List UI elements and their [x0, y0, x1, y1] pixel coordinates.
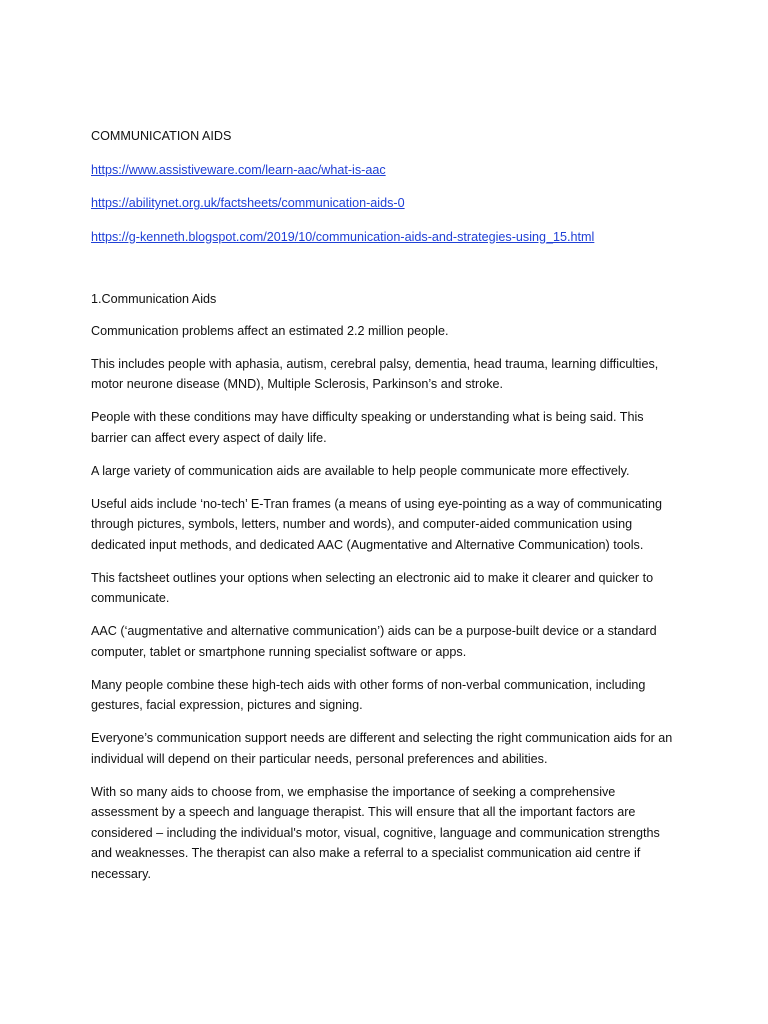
paragraph-4: A large variety of communication aids are available to help people communicate more effectively. — [91, 463, 630, 478]
paragraph-7: AAC (‘augmentative and alternative communication’) aids can be a purpose-built device or a standard computer, tablet or smartphone running specialist software or apps. — [91, 624, 657, 659]
paragraph-3: People with these conditions may have difficulty speaking or understanding what is being said. This barrier can affect every aspect of daily life. — [91, 410, 644, 445]
section-heading: 1.Communication Aids — [91, 292, 217, 306]
paragraph-8: Many people combine these high-tech aids with other forms of non-verbal communication, including gestures, facial expression, pictures and signing. — [91, 677, 646, 712]
paragraph-2: This includes people with aphasia, autism, cerebral palsy, dementia, head trauma, learning difficulties, motor neurone disease (MND), Multiple Sclerosis, Parkinson’s and stroke. — [91, 356, 659, 391]
link-assistiveware[interactable]: https://www.assistiveware.com/learn-aac/what-is-aac — [91, 162, 386, 177]
link-g-kenneth-blog[interactable]: https://g-kenneth.blogspot.com/2019/10/communication-aids-and-strategies-using_15.html — [91, 229, 595, 244]
document-title: COMMUNICATION AIDS — [91, 129, 232, 143]
paragraph-5: Useful aids include ‘no-tech’ E-Tran frames (a means of using eye-pointing as a way of communicating through pictures, symbols, letters, number and words), and computer-aided communication using dedicated input methods, and dedicated AAC (Augmentative and Alternative Communication) tools. — [91, 496, 662, 552]
paragraph-1: Communication problems affect an estimated 2.2 million people. — [91, 323, 449, 338]
link-abilitynet[interactable]: https://abilitynet.org.uk/factsheets/communication-aids-0 — [91, 196, 405, 210]
paragraph-6: This factsheet outlines your options when selecting an electronic aid to make it clearer and quicker to communicate. — [91, 570, 654, 605]
document-body — [91, 126, 681, 897]
paragraph-9: Everyone’s communication support needs are different and selecting the right communication aids for an individual will depend on their particular needs, personal preferences and abilities. — [91, 731, 673, 766]
paragraph-10: With so many aids to choose from, we emphasise the importance of seeking a comprehensive assessment by a speech and language therapist. This will ensure that all the important factors are considered – including the individual's motor, visual, cognitive, language and communication strengths and weaknesses. The therapist can also make a referral to a specialist communication aid centre if necessary. — [91, 784, 660, 881]
spacer — [91, 260, 681, 289]
